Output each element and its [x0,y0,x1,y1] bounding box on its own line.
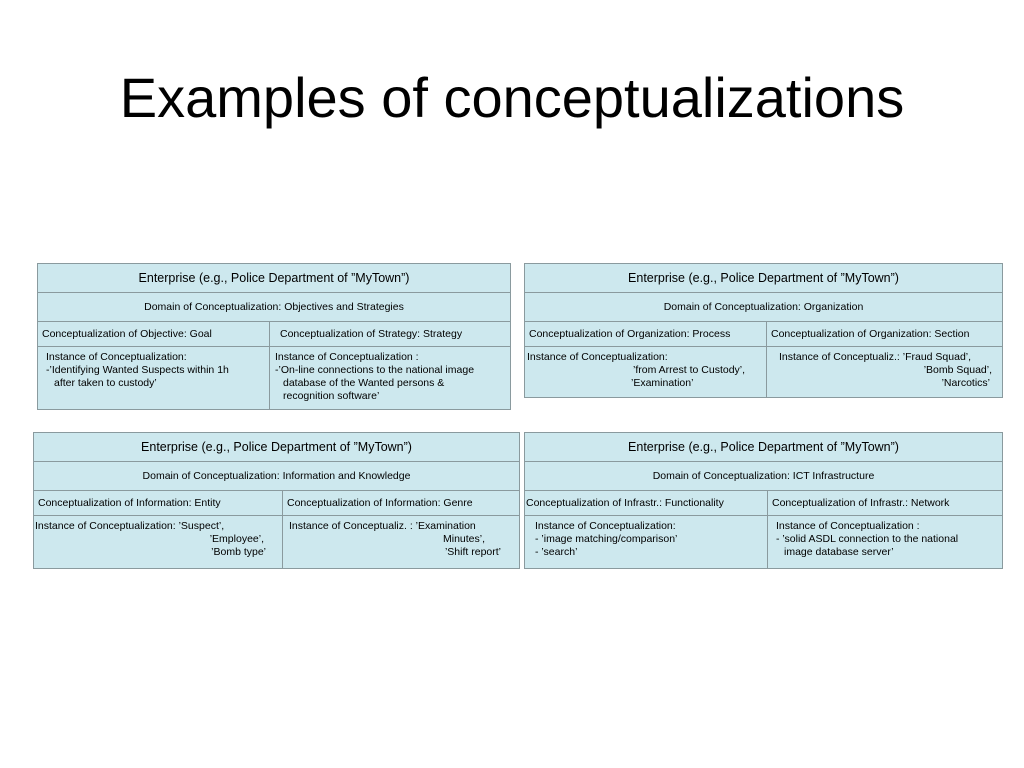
left-instance-cell [34,516,283,569]
instance-line: Minutes’, [442,533,485,545]
objectives-strategies-table [37,263,511,410]
enterprise-header: Enterprise (e.g., Police Department of ”MyTown”) [38,264,511,293]
domain-header: Domain of Conceptualization: Objectives and Strategies [38,293,511,322]
domain-header: Domain of Conceptualization: Information and Knowledge [34,462,520,491]
instance-line: Instance of Conceptualization: [535,520,676,532]
instance-line: Instance of Conceptualization: [46,351,187,363]
instance-line: Instance of Conceptualization: ’Suspect’, [35,520,225,532]
enterprise-header: Enterprise (e.g., Police Department of ”MyTown”) [525,264,1003,293]
instance-line: ’Examination’ [631,377,694,389]
right-concept-cell: Conceptualization of Strategy: Strategy [270,322,511,347]
instance-line: after taken to custody’ [54,377,157,389]
instance-line: ’Employee’, [209,533,264,545]
ict-infrastructure-table [524,432,1003,569]
instance-line: ’Bomb Squad’, [923,364,992,376]
information-knowledge-table [33,432,520,569]
instance-line: - ’search’ [535,546,578,558]
instance-line: ’from Arrest to Custody’, [633,364,746,376]
enterprise-header: Enterprise (e.g., Police Department of ”MyTown”) [525,433,1003,462]
instance-line: Instance of Conceptualization: [527,351,668,363]
right-concept-cell: Conceptualization of Organization: Section [767,322,1003,347]
instance-line: ’Narcotics’ [941,377,990,389]
instance-line: Instance of Conceptualization : [776,520,920,532]
left-concept-cell: Conceptualization of Information: Entity [34,491,283,516]
left-concept-cell: Conceptualization of Organization: Process [525,322,767,347]
instance-line: recognition software’ [283,390,380,402]
instance-line: Instance of Conceptualization : [275,351,419,363]
slide-title: Examples of conceptualizations [119,66,905,129]
right-concept-cell: Conceptualization of Infrastr.: Network [768,491,1003,516]
instance-line: ’Bomb type’ [211,546,266,558]
domain-header: Domain of Conceptualization: ICT Infrastructure [525,462,1003,491]
enterprise-header: Enterprise (e.g., Police Department of ”MyTown”) [34,433,520,462]
instance-line: - ’image matching/comparison’ [535,533,678,545]
instance-line: -’On-line connections to the national image [275,364,475,376]
left-instance-cell [525,516,768,569]
left-concept-cell: Conceptualization of Objective: Goal [38,322,270,347]
instance-line: database of the Wanted persons & [283,377,445,389]
instance-line: -’Identifying Wanted Suspects within 1h [46,364,229,376]
domain-header: Domain of Conceptualization: Organization [525,293,1003,322]
left-concept-cell: Conceptualization of Infrastr.: Functionality [525,491,768,516]
instance-line: Instance of Conceptualiz. : ’Examination [289,520,476,532]
instance-line: Instance of Conceptualiz.: ’Fraud Squad’, [779,351,972,363]
left-instance-cell [525,347,767,398]
right-instance-cell [767,347,1003,398]
instance-line: image database server’ [784,546,894,558]
organization-table [524,263,1003,398]
left-instance-cell [38,347,270,410]
right-instance-cell [283,516,520,569]
instance-line: ’Shift report’ [444,546,501,558]
instance-line: - ’solid ASDL connection to the national [776,533,959,545]
right-concept-cell: Conceptualization of Information: Genre [283,491,520,516]
right-instance-cell [768,516,1003,569]
right-instance-cell [270,347,511,410]
